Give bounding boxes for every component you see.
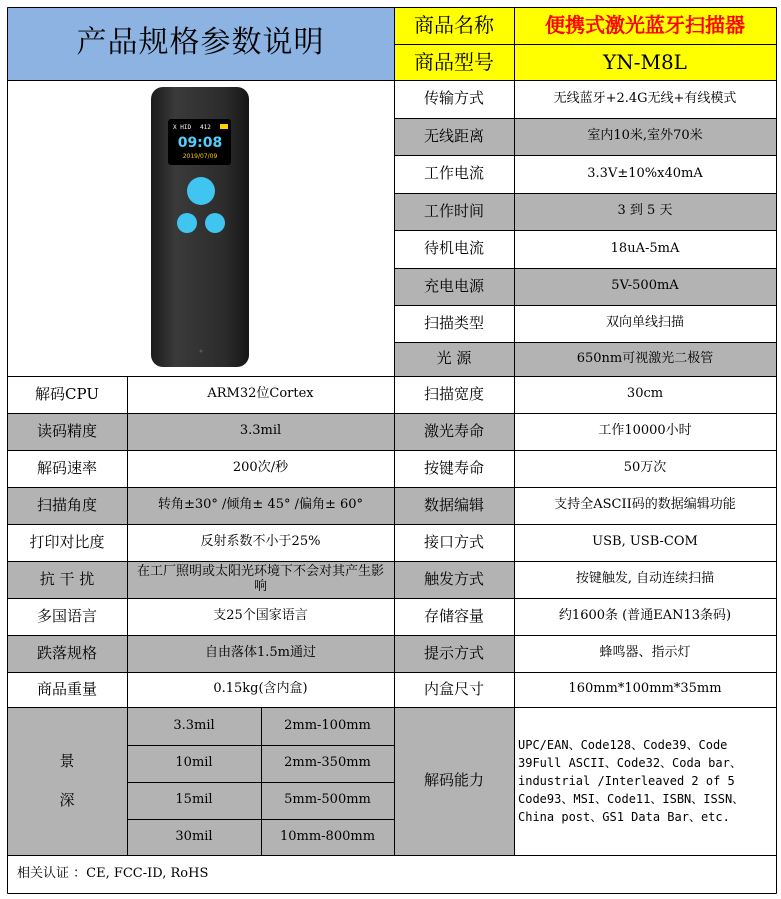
- spec-value: 30cm: [514, 376, 776, 413]
- depth-range: 5mm-500mm: [261, 782, 394, 819]
- decode-line: industrial /Interleaved 2 of 5: [518, 774, 735, 788]
- spec-label: 按键寿命: [394, 450, 514, 487]
- depth-label-2: 深: [59, 791, 75, 809]
- spec-value: 自由落体1.5m通过: [127, 635, 394, 672]
- product-model-value: YN-M8L: [514, 44, 776, 80]
- spec-label: 打印对比度: [7, 524, 127, 561]
- decode-capability-label: 解码能力: [394, 707, 514, 855]
- screen-status-left: X HID: [172, 124, 191, 131]
- spec-label: 抗 干 扰: [7, 561, 127, 598]
- spec-label: 充电电源: [394, 268, 514, 305]
- spec-label: 扫描类型: [394, 305, 514, 342]
- product-name-value: 便携式激光蓝牙扫描器: [514, 7, 776, 44]
- screen-time: 09:08: [177, 135, 222, 151]
- spec-label: 无线距离: [394, 118, 514, 155]
- spec-label: 工作电流: [394, 155, 514, 193]
- spec-label: 工作时间: [394, 193, 514, 230]
- spec-label: 数据编辑: [394, 487, 514, 524]
- scanner-device-illustration: [146, 83, 256, 373]
- spec-label: 扫描宽度: [394, 376, 514, 413]
- spec-label: 解码CPU: [7, 376, 127, 413]
- screen-date: 2019/07/09: [182, 153, 217, 160]
- spec-value: 5V-500mA: [514, 268, 776, 305]
- spec-label: 解码速率: [7, 450, 127, 487]
- spec-label: 待机电流: [394, 230, 514, 268]
- right-button: [205, 213, 225, 233]
- decode-code-list: [518, 736, 744, 826]
- spec-value: 无线蓝牙+2.4G无线+有线模式: [514, 80, 776, 118]
- depth-mil: 15mil: [127, 782, 261, 819]
- spec-label: 内盒尺寸: [394, 672, 514, 707]
- depth-mil: 10mil: [127, 745, 261, 782]
- spec-label: 传输方式: [394, 80, 514, 118]
- spec-value: 0.15kg(含内盒): [127, 672, 394, 707]
- spec-value: USB, USB-COM: [514, 524, 776, 561]
- spec-value: 工作10000小时: [514, 413, 776, 450]
- spec-value: 转角±30° /倾角± 45° /偏角± 60°: [127, 487, 394, 524]
- indicator-dot: [199, 350, 202, 353]
- spec-value: 反射系数不小于25%: [127, 524, 394, 561]
- left-button: [177, 213, 197, 233]
- spec-value: 18uA-5mA: [514, 230, 776, 268]
- depth-mil: 3.3mil: [127, 707, 261, 745]
- spec-value: 在工厂照明或太阳光环境下不会对其产生影响: [127, 561, 394, 598]
- depth-range: 2mm-100mm: [261, 707, 394, 745]
- spec-value: 约1600条 (普通EAN13条码): [514, 598, 776, 635]
- product-model-label: 商品型号: [394, 44, 514, 80]
- spec-value: 160mm*100mm*35mm: [514, 672, 776, 707]
- decode-capability-value: [514, 707, 776, 855]
- spec-value: 3 到 5 天: [514, 193, 776, 230]
- spec-label: 提示方式: [394, 635, 514, 672]
- depth-mil: 30mil: [127, 819, 261, 855]
- depth-of-field-label: [7, 707, 127, 855]
- screen-status-mid: 412: [199, 124, 211, 131]
- spec-label: 触发方式: [394, 561, 514, 598]
- spec-value: 按键触发, 自动连续扫描: [514, 561, 776, 598]
- spec-value: ARM32位Cortex: [127, 376, 394, 413]
- spec-label: 接口方式: [394, 524, 514, 561]
- decode-line: 39Full ASCII、Code32、Coda bar、: [518, 756, 742, 770]
- battery-icon: [220, 124, 228, 129]
- spec-label: 激光寿命: [394, 413, 514, 450]
- depth-range: 2mm-350mm: [261, 745, 394, 782]
- spec-value: 650nm可视激光二极管: [514, 342, 776, 376]
- spec-value: 3.3V±10%x40mA: [514, 155, 776, 193]
- decode-line: China post、GS1 Data Bar、etc.: [518, 810, 730, 824]
- product-name-label: 商品名称: [394, 7, 514, 44]
- decode-line: UPC/EAN、Code128、Code39、Code: [518, 738, 728, 752]
- spec-label: 读码精度: [7, 413, 127, 450]
- scan-button: [187, 177, 215, 205]
- spec-label: 跌落规格: [7, 635, 127, 672]
- depth-label-1: 景: [59, 751, 75, 770]
- spec-value: 双向单线扫描: [514, 305, 776, 342]
- spec-value: 支25个国家语言: [127, 598, 394, 635]
- spec-value: 3.3mil: [127, 413, 394, 450]
- product-image: [7, 80, 394, 376]
- spec-value: 支持全ASCII码的数据编辑功能: [514, 487, 776, 524]
- spec-value: 50万次: [514, 450, 776, 487]
- depth-range: 10mm-800mm: [261, 819, 394, 855]
- spec-value: 室内10米,室外70米: [514, 118, 776, 155]
- certification-note: 相关认证 ：CE, FCC-ID, RoHS: [7, 855, 776, 893]
- spec-label: 扫描角度: [7, 487, 127, 524]
- spec-value: 200次/秒: [127, 450, 394, 487]
- spec-label: 光 源: [394, 342, 514, 376]
- spec-value: 蜂鸣器、指示灯: [514, 635, 776, 672]
- decode-line: Code93、MSI、Code11、ISBN、ISSN、: [518, 792, 745, 806]
- spec-label: 多国语言: [7, 598, 127, 635]
- spec-label: 存储容量: [394, 598, 514, 635]
- spec-label: 商品重量: [7, 672, 127, 707]
- page-title: 产品规格参数说明: [7, 7, 394, 80]
